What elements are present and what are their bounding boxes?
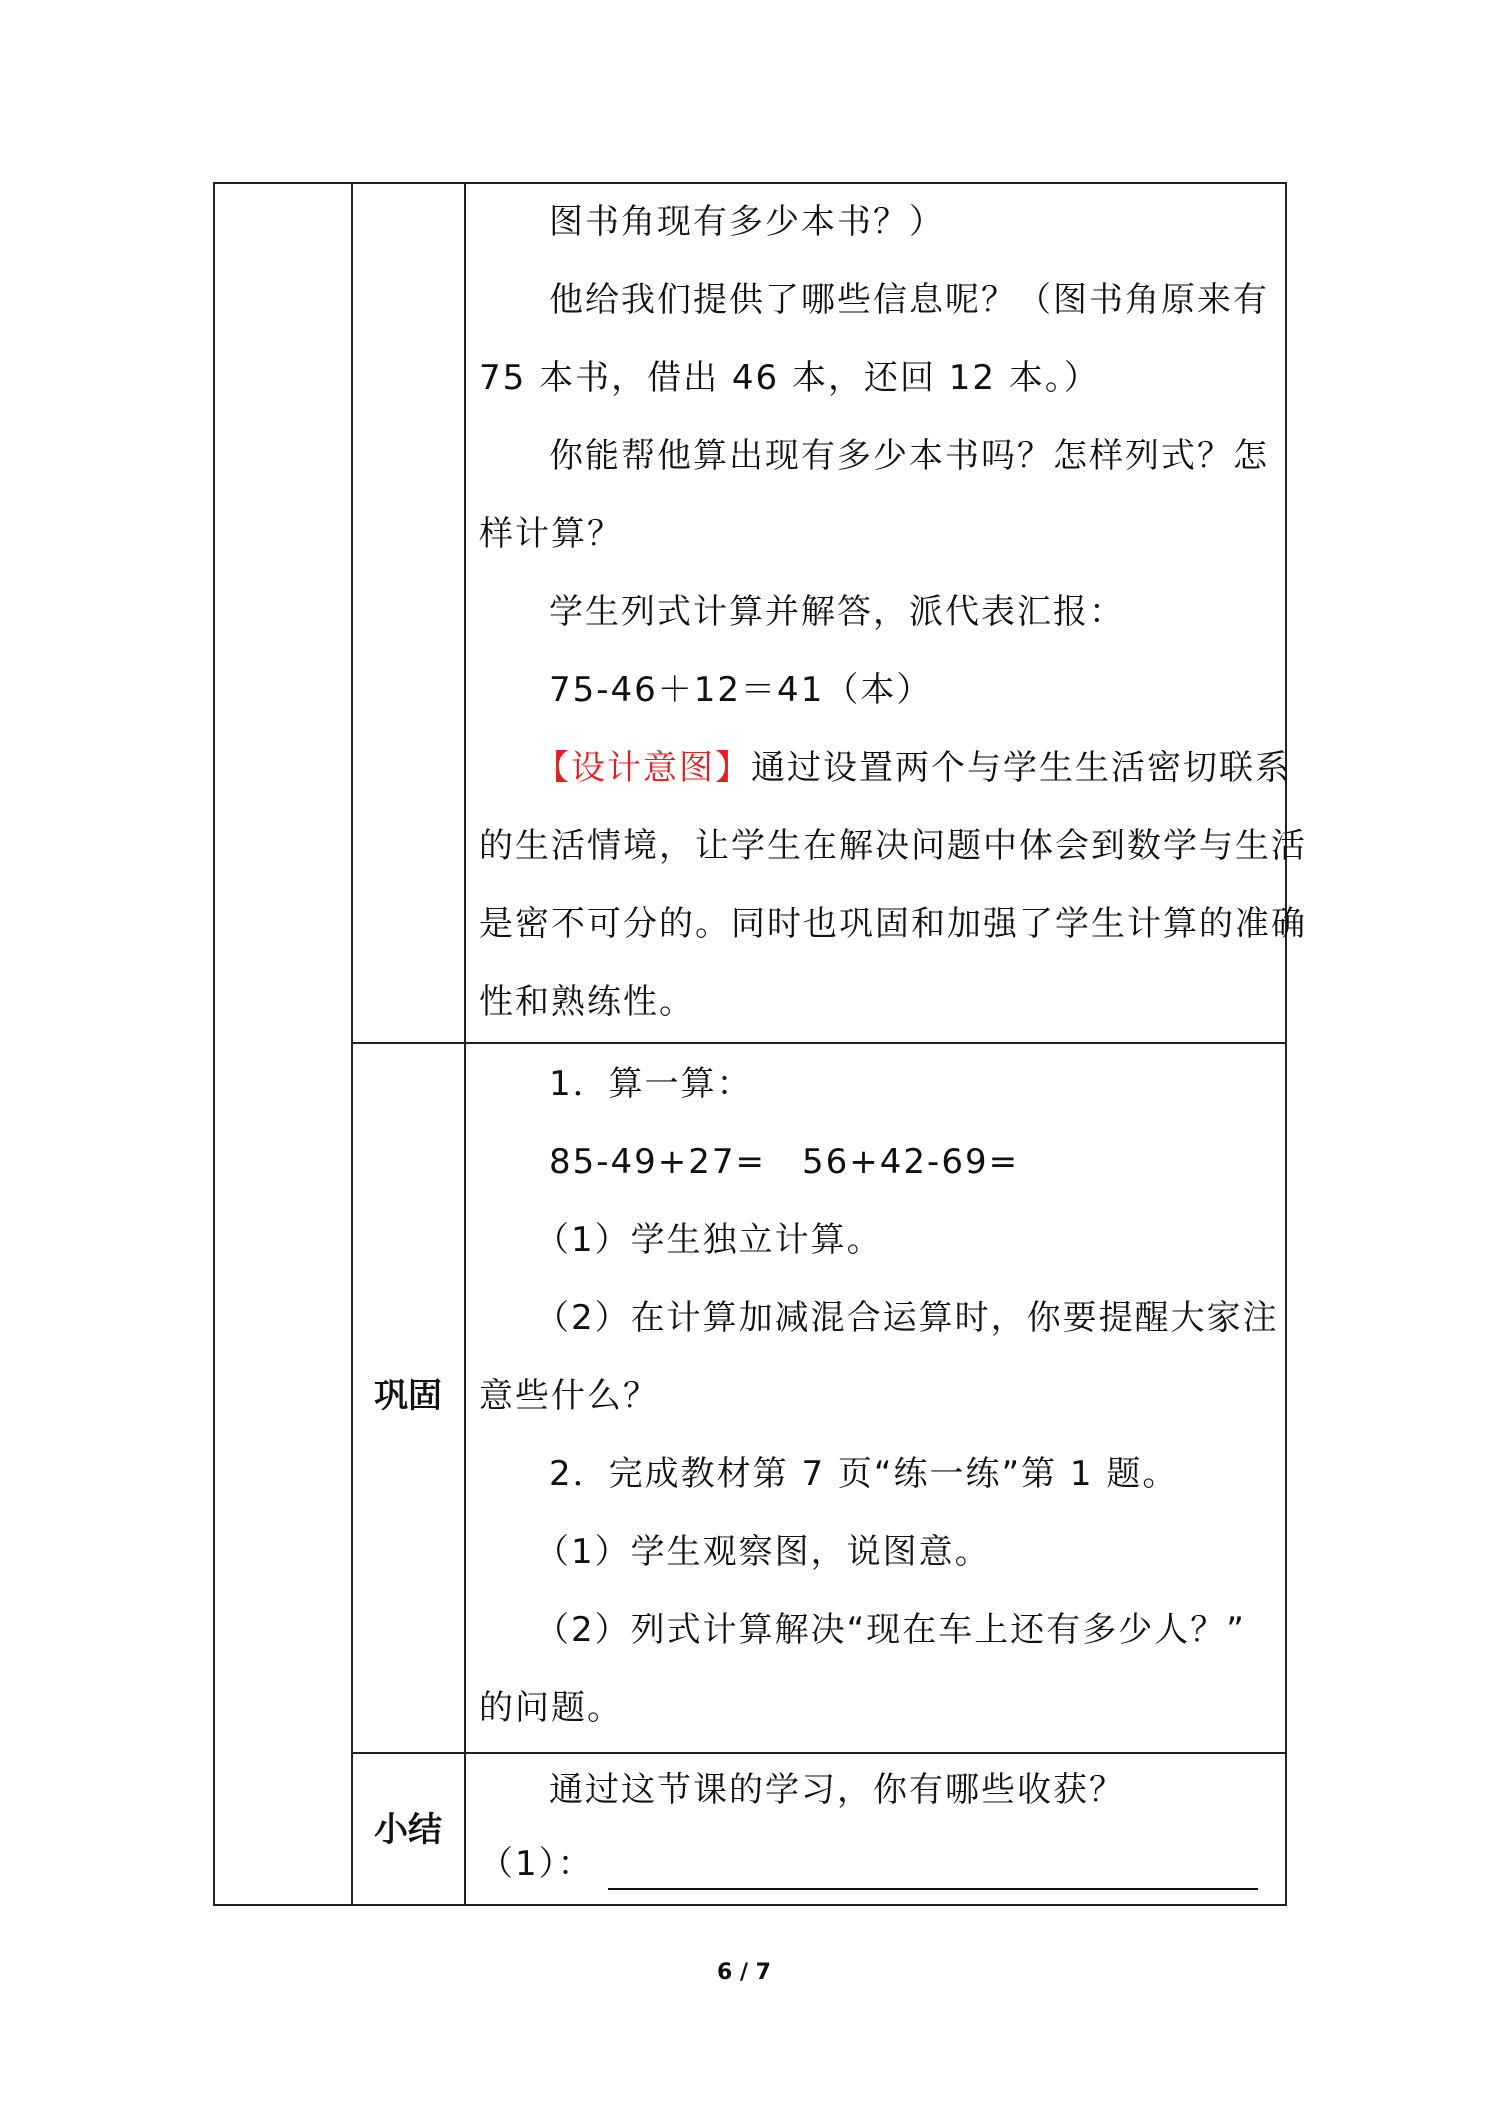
text-line: （2）在计算加减混合运算时，你要提醒大家注 bbox=[535, 1298, 1279, 1338]
text-line: 通过这节课的学习，你有哪些收获？ bbox=[549, 1770, 1125, 1810]
lesson-table bbox=[213, 182, 1307, 1906]
row-divider-2 bbox=[351, 1752, 1285, 1754]
design-intent-text: 通过设置两个与学生生活密切联系 bbox=[751, 748, 1291, 788]
text-line: （1）学生观察图，说图意。 bbox=[535, 1532, 991, 1572]
text-line: 样计算？ bbox=[479, 514, 623, 554]
text-line: 学生列式计算并解答，派代表汇报： bbox=[549, 592, 1125, 632]
text-line: 的生活情境，让学生在解决问题中体会到数学与生活 bbox=[479, 826, 1307, 866]
page-number: 6 / 7 bbox=[717, 1960, 771, 1985]
text-line: 意些什么？ bbox=[479, 1376, 659, 1416]
text-line: 1．算一算： bbox=[549, 1064, 753, 1104]
formula-line: 75-46＋12＝41（本） bbox=[549, 670, 933, 710]
design-intent-tag: 【设计意图】 bbox=[535, 748, 751, 788]
text-line: 2．完成教材第 7 页“练一练”第 1 题。 bbox=[549, 1454, 1179, 1494]
text-line: 图书角现有多少本书？） bbox=[549, 202, 945, 242]
answer-line bbox=[479, 1838, 1271, 1890]
design-intent-line bbox=[479, 742, 1291, 794]
answer-blank bbox=[608, 1854, 1258, 1890]
text-line: 性和熟练性。 bbox=[479, 982, 695, 1022]
answer-label: （1）： bbox=[479, 1844, 594, 1884]
text-line: 你能帮他算出现有多少本书吗？怎样列式？怎 bbox=[549, 436, 1269, 476]
text-line: （1）学生独立计算。 bbox=[535, 1220, 883, 1260]
text-line: （2）列式计算解决“现在车上还有多少人？” bbox=[535, 1610, 1246, 1650]
column-divider-2 bbox=[464, 184, 466, 1904]
exercise-line: 85-49+27= 56+42-69= bbox=[549, 1142, 1020, 1182]
text-line: 是密不可分的。同时也巩固和加强了学生计算的准确 bbox=[479, 904, 1307, 944]
text-line: 的问题。 bbox=[479, 1688, 623, 1728]
row-divider-1 bbox=[351, 1042, 1285, 1044]
row-label-summary: 小结 bbox=[374, 1810, 442, 1850]
row-label-consolidate: 巩固 bbox=[374, 1376, 442, 1416]
text-line: 75 本书，借出 46 本，还回 12 本。） bbox=[479, 358, 1100, 398]
text-line: 他给我们提供了哪些信息呢？（图书角原来有 bbox=[549, 280, 1269, 320]
column-divider-1 bbox=[351, 184, 353, 1904]
